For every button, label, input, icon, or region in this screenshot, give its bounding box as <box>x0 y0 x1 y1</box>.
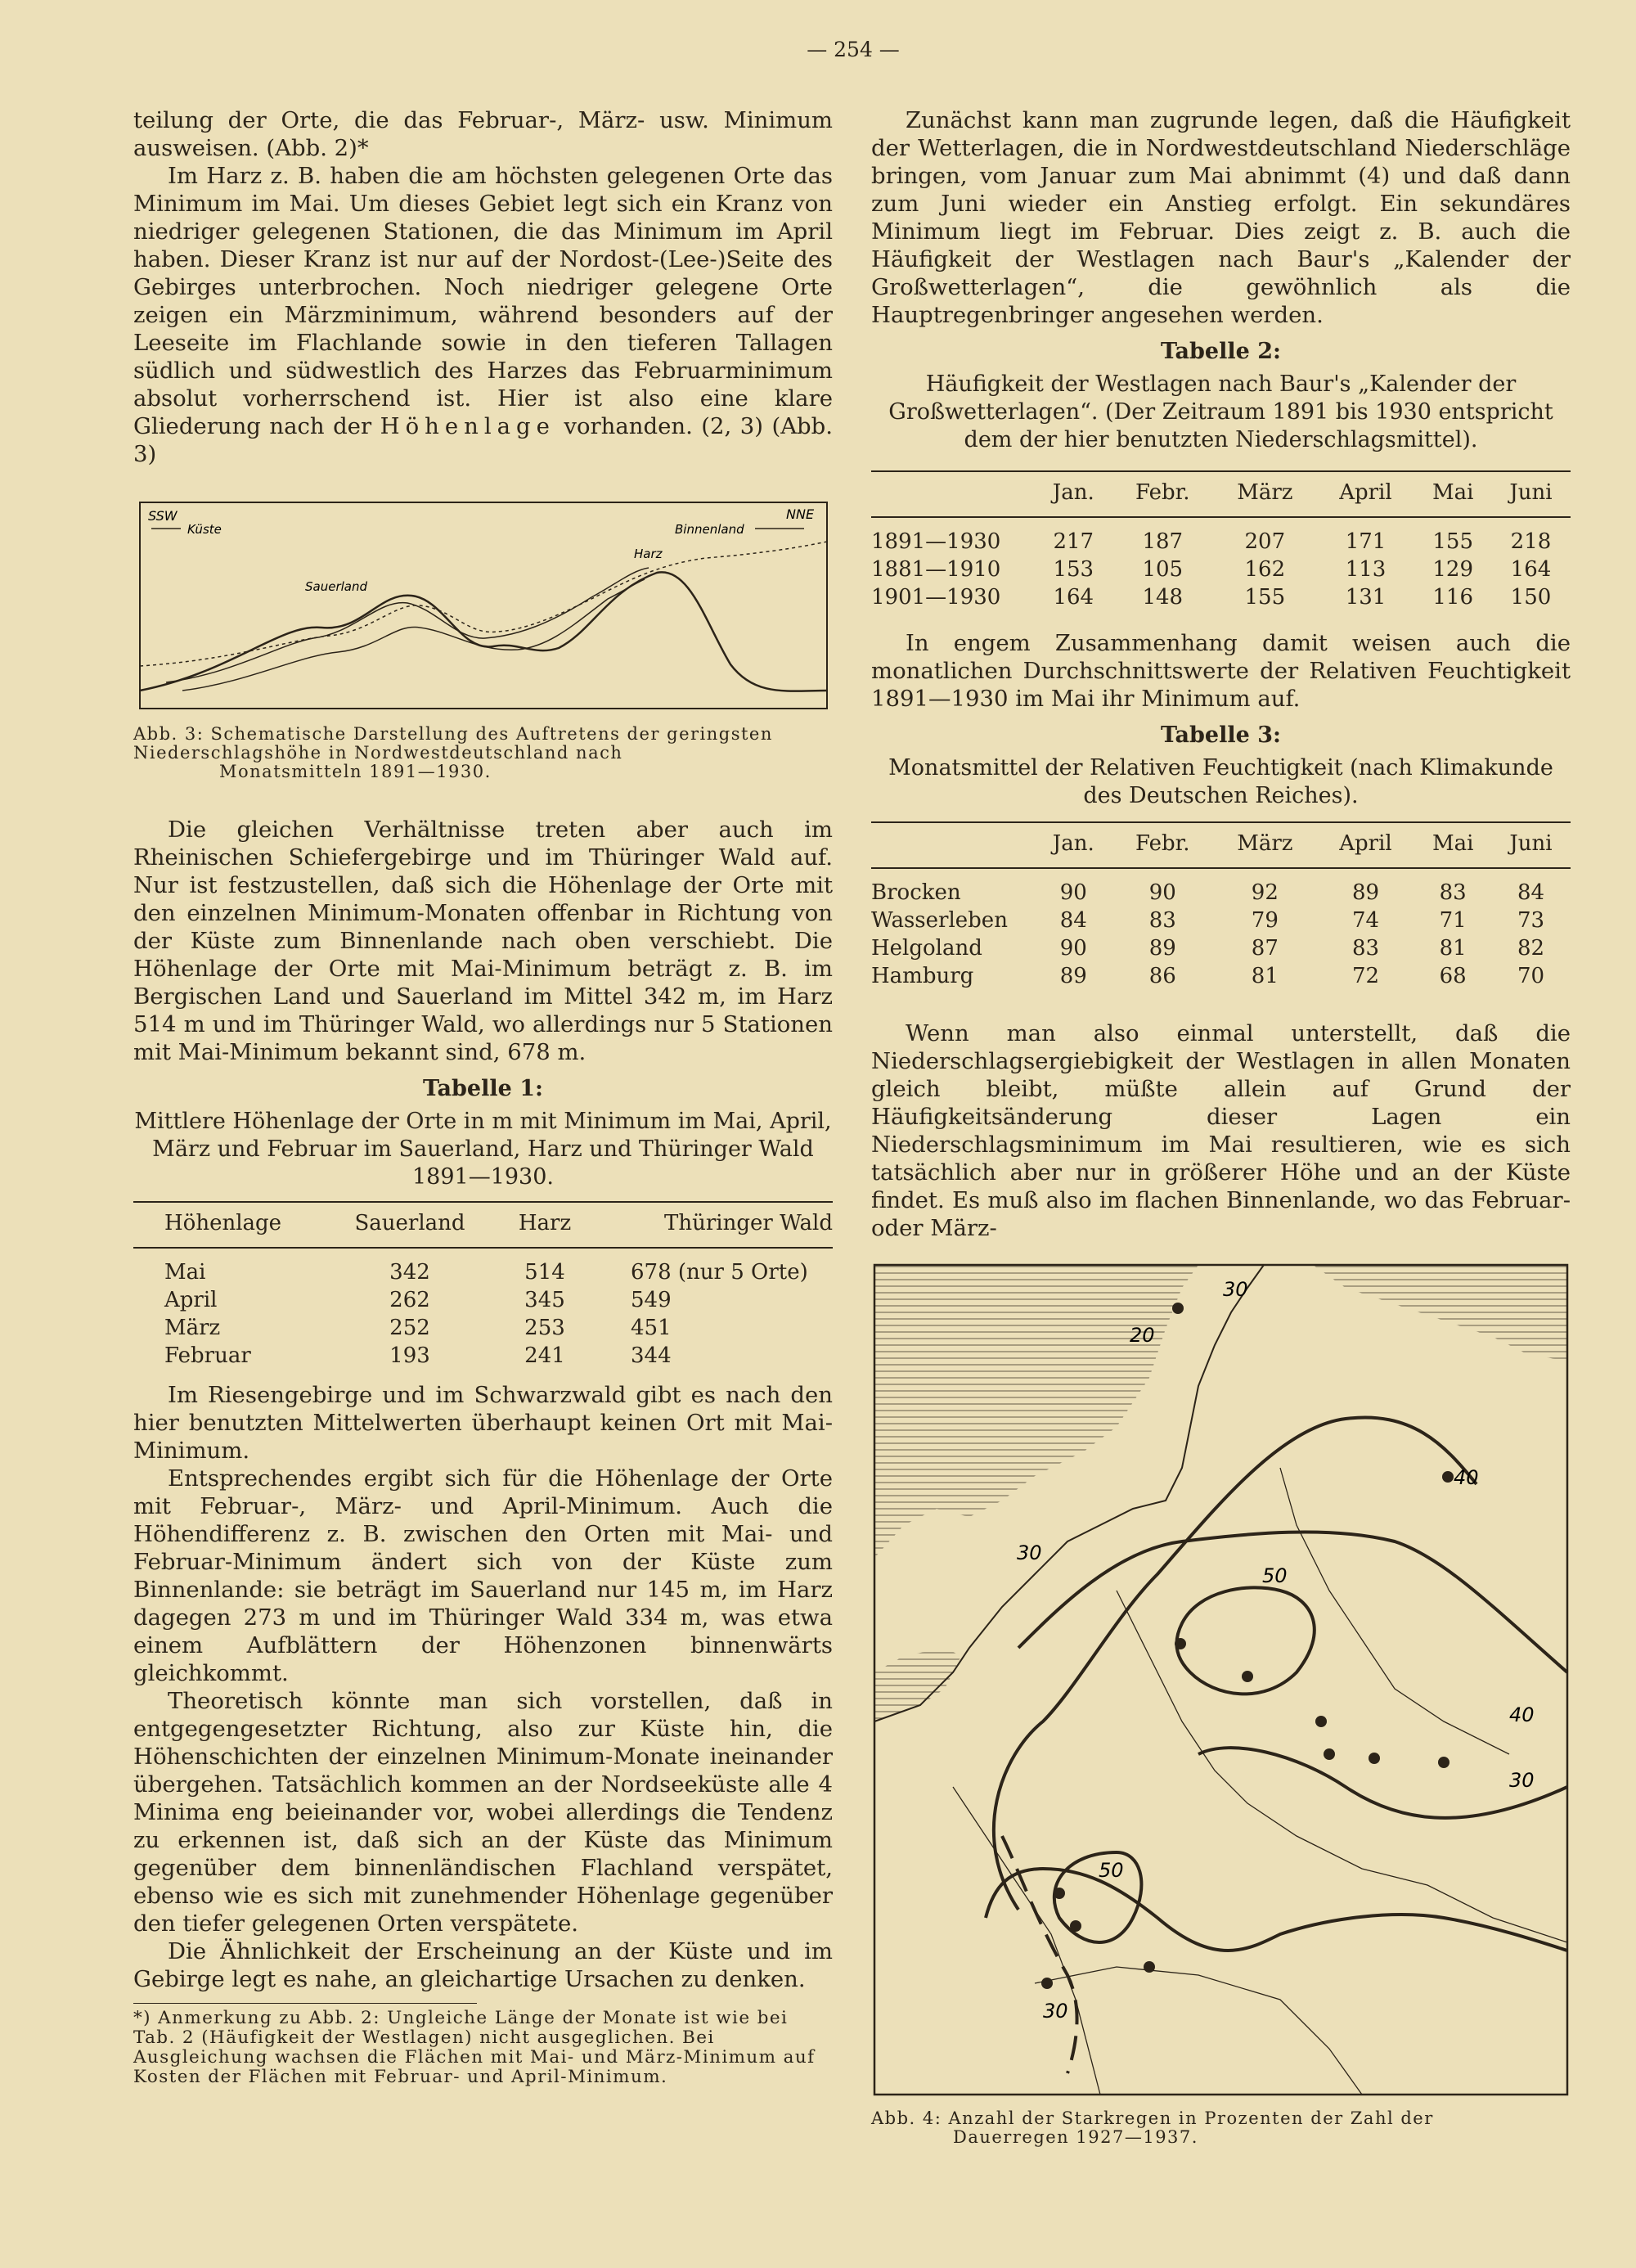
table-row: Mai 342 514 678 (nur 5 Orte) <box>164 1260 808 1285</box>
profile-diagram <box>133 501 833 715</box>
table-3-title: Tabelle 3: <box>1161 722 1281 748</box>
column-header: Juni <box>1491 471 1571 517</box>
figure-3-caption: Abb. 3: Schematische Darstellung des Auftretens der geringsten Niederschlagshöhe in Nordwestdeutschland nach Monatsmitteln 1891—1930. <box>133 724 773 781</box>
isoline-label: 30 <box>1509 1769 1535 1792</box>
right-column <box>871 106 1571 2147</box>
table-1-title: Tabelle 1: <box>423 1076 543 1101</box>
footnote-rule <box>133 2003 816 2087</box>
footnote: *) Anmerkung zu Abb. 2: Ungleiche Länge der Monate ist wie bei Tab. 2 (Häufigkeit der Westlagen) nicht ausgeglichen. Bei Ausgleichung wachsen die Flächen mit Mai- und März-Minimum auf Kosten der Flächen mit Februar- und April-Minimum. <box>133 2008 816 2087</box>
sea-area <box>1313 1265 1567 1361</box>
column-header: Febr. <box>1112 471 1213 517</box>
paragraph: Die Ähnlichkeit der Erscheinung an der Küste und im Gebirge legt es nahe, an gleichartige Ursachen zu denken. <box>133 1938 833 1992</box>
label-harz: Harz <box>634 547 663 561</box>
paragraph: teilung der Orte, die das Februar-, März- usw. Minimum ausweisen. (Abb. 2)* <box>133 107 833 161</box>
column-header: Thüringer Wald <box>606 1202 833 1248</box>
paragraph: Im Riesengebirge und im Schwarzwald gibt es nach den hier benutzten Mittelwerten überhaupt keinen Ort mit Mai-Minimum. <box>133 1382 833 1464</box>
sea-area <box>874 1265 1198 1558</box>
table-3-caption: Monatsmittel der Relativen Feuchtigkeit (nach Klimakunde des Deutschen Reiches). <box>888 755 1553 808</box>
label-binnenland: Binnenland <box>675 522 744 537</box>
column-header: Febr. <box>1112 822 1213 868</box>
isoline-label: 30 <box>1043 2000 1068 2023</box>
table-2 <box>871 470 1571 611</box>
column-header: Jan. <box>1035 471 1112 517</box>
column-header: Sauerland <box>336 1202 483 1248</box>
page-number: — 254 — <box>807 38 900 61</box>
column-header: Jan. <box>1035 822 1112 868</box>
sea-area <box>874 1648 961 1721</box>
table-row: 1901—1930 164 148 155 131 116 150 <box>871 585 1552 610</box>
table-row: Brocken 90 90 92 89 83 84 <box>871 880 1545 905</box>
isoline-label: 30 <box>1223 1278 1248 1301</box>
spaced-word: Höhenlage <box>380 413 555 439</box>
figure-3 <box>133 501 833 781</box>
table-row: Helgoland 90 89 87 83 81 82 <box>871 936 1545 961</box>
column-header: Juni <box>1491 822 1571 868</box>
paragraph: Entsprechendes ergibt sich für die Höhenlage der Orte mit Februar-, März- und April-Minimum. Auch die Höhendifferenz z. B. zwischen den Orten mit Mai- und Februar-Minimum ändert sich von der Küste zum Binnenlande: sie beträgt im Sauerland nur 145 m, im Harz dagegen 273 m und im Thüringer Wald 334 m, was etwa einem Aufblättern der Höhenzonen binnenwärts gleichkommt. <box>133 1465 833 1686</box>
figure-4-caption: Abb. 4: Anzahl der Starkregen in Prozenten der Zahl der Dauerregen 1927—1937. <box>871 2108 1434 2147</box>
paragraph: Theoretisch könnte man sich vorstellen, daß in entgegengesetzter Richtung, also zur Küste hin, die Höhenschichten der einzelnen Minimum-Monate ineinander übergehen. Tatsächlich kommen an der Nordseeküste alle 4 Minima eng beieinander vor, wobei allerdings die Tendenz zu erkennen ist, daß sich an der Küste das Minimum gegenüber dem binnenländischen Flachland verspätet, ebenso wie es sich mit zunehmender Höhenlage gegenüber den tiefer gelegenen Orten verspätete. <box>133 1688 833 1937</box>
table-2-title: Tabelle 2: <box>1161 339 1281 364</box>
label-ssw: SSW <box>148 508 178 524</box>
table-1-caption: Mittlere Höhenlage der Orte in m mit Minimum im Mai, April, März und Februar im Sauerland, Harz und Thüringer Wald 1891—1930. <box>134 1109 832 1190</box>
table-row: Wasserleben 84 83 79 74 71 73 <box>871 908 1545 933</box>
paragraph: Die gleichen Verhältnisse treten aber auch im Rheinischen Schiefergebirge und im Thüringer Wald auf. Nur ist festzustellen, daß sich die Höhenlage der Orte mit den einzelnen Minimum-Monaten offenbar in Richtung von der Küste zum Binnenlande nach oben verschiebt. Die Höhenlage der Orte mit Mai-Minimum beträgt z. B. im Bergischen Land und Sauerland im Mittel 342 m, im Harz 514 m und im Thüringer Wald, wo allerdings nur 5 Stationen mit Mai-Minimum bekannt sind, 678 m. <box>133 817 833 1065</box>
paragraph: Wenn man also einmal unterstellt, daß die Niederschlagsergiebigkeit der Westlagen in allen Monaten gleich bleibt, müßte allein auf Grund der Häufigkeitsänderung dieser Lagen ein Niederschlagsminimum im Mai resultieren, wie es sich tatsächlich aber nur in größerer Höhe und an der Küste findet. Es muß also im flachen Binnenlande, wo das Februar- oder März- <box>871 1020 1571 1241</box>
table-row: 1881—1910 153 105 162 113 129 164 <box>871 557 1552 582</box>
table-row: 1891—1930 217 187 207 171 155 218 <box>871 529 1552 554</box>
paragraph: Zunächst kann man zugrunde legen, daß die Häufigkeit der Wetterlagen, die in Nordwestdeutschland Niederschläge bringen, vom Januar zum Mai abnimmt (4) und daß dann zum Juni wieder ein Anstieg erfolgt. Ein sekundäres Minimum liegt im Februar. Dies zeigt z. B. auch die Häufigkeit der Westlagen nach Baur's „Kalender der Großwetterlagen“, die gewöhnlich als die Hauptregenbringer angesehen werden. <box>871 107 1571 328</box>
column-header: Harz <box>483 1202 606 1248</box>
isoline-label: 50 <box>1262 1564 1288 1587</box>
isoline-label: 50 <box>1099 1859 1124 1882</box>
isoline-label: 40 <box>1509 1703 1535 1726</box>
isoline-label: 20 <box>1130 1324 1155 1347</box>
table-row: März 252 253 451 <box>164 1316 672 1340</box>
figure-4 <box>871 1263 1571 2147</box>
isoline-label: 40 <box>1454 1466 1479 1489</box>
table-2-caption: Häufigkeit der Westlagen nach Baur's „Kalender der Großwetterlagen“. (Der Zeitraum 1891 bis 1930 entspricht dem der hier benutzten Niederschlagsmittel). <box>888 371 1553 452</box>
isoline-map <box>871 1263 1571 2098</box>
table-3 <box>871 821 1571 990</box>
table-row: Hamburg 89 86 81 72 68 70 <box>871 964 1545 988</box>
table-row: Februar 193 241 344 <box>164 1343 672 1368</box>
column-header: April <box>1317 822 1415 868</box>
paragraph: In engem Zusammenhang damit weisen auch die monatlichen Durchschnittswerte der Relativen Feuchtigkeit 1891—1930 im Mai ihr Minimum auf. <box>871 630 1571 712</box>
column-header: Höhenlage <box>133 1202 336 1248</box>
column-header: Mai <box>1414 471 1491 517</box>
column-header: März <box>1213 822 1317 868</box>
paragraph: Im Harz z. B. haben die am höchsten gelegenen Orte das Minimum im Mai. Um dieses Gebiet legt sich ein Kranz von niedriger gelegenen Stationen, die das Minimum im April haben. Dieser Kranz ist nur auf der Nordost-(Lee-)Seite des Gebirges unterbrochen. Noch niedriger gelegene Orte zeigen ein Märzminimum, während besonders auf der Leeseite im Flachlande sowie in den tieferen Tallagen südlich und südwestlich des Harzes das Februarminimum absolut vorherrschend ist. Hier ist also eine klare Gliederung nach der Höhenlage vorhanden. (2, 3) (Abb. 3) <box>133 163 834 467</box>
label-nne: NNE <box>786 506 815 522</box>
left-column <box>133 106 833 2087</box>
table-row: April 262 345 549 <box>164 1288 672 1312</box>
isoline-label: 30 <box>1017 1541 1042 1564</box>
column-header: März <box>1213 471 1317 517</box>
table-1 <box>133 1201 833 1370</box>
label-sauerland: Sauerland <box>305 579 368 594</box>
label-kueste: Küste <box>187 522 222 537</box>
column-header: April <box>1317 471 1415 517</box>
column-header: Mai <box>1414 822 1491 868</box>
